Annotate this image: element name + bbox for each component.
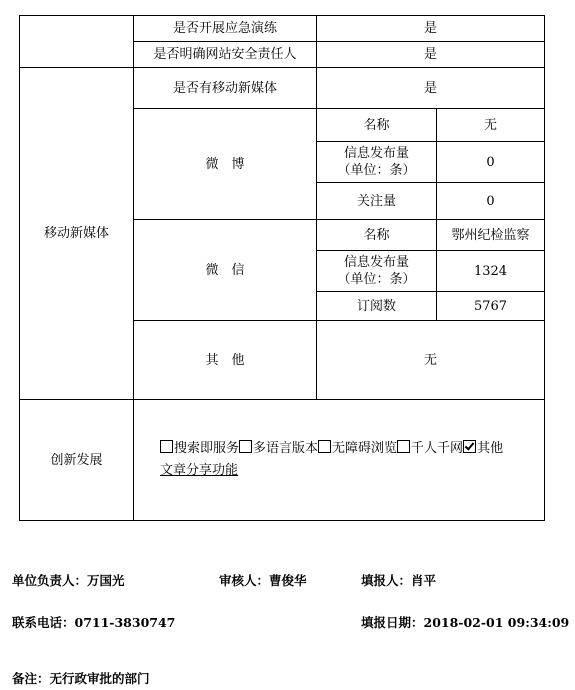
- responsible-label: 是否明确网站安全责任人: [134, 42, 317, 68]
- weibo-followers-label: 关注量: [317, 183, 437, 220]
- wechat-posts-label-line1: 信息发布量: [343, 255, 409, 270]
- wechat-posts-label: [317, 251, 437, 292]
- media-value: 是: [317, 68, 545, 109]
- drill-value: 是: [317, 16, 545, 42]
- wechat-label: 微 信: [134, 220, 317, 321]
- phone: 联系电话：0711-3830747: [12, 615, 176, 630]
- weibo-name-label: 名称: [317, 109, 437, 142]
- unit-head: 单位负责人：万国光: [12, 573, 125, 588]
- weibo-name-value: 无: [437, 109, 545, 142]
- other-value: 无: [317, 321, 545, 400]
- weibo-posts-value: 0: [437, 142, 545, 183]
- option-other[interactable]: [463, 441, 503, 456]
- checkbox-icon[interactable]: [160, 440, 173, 453]
- reviewer: 审核人：曹俊华: [219, 573, 307, 588]
- other-label: 其 他: [134, 321, 317, 400]
- weibo-posts-label: [317, 142, 437, 183]
- report-table: [19, 15, 545, 521]
- option-accessibility[interactable]: [318, 441, 397, 456]
- wechat-name-value: 鄂州纪检监察: [437, 220, 545, 251]
- blank-cell: [20, 16, 134, 68]
- weibo-posts-label-line1: 信息发布量: [343, 146, 409, 161]
- innovation-options: [134, 400, 545, 521]
- option-label: 多语言版本: [253, 441, 319, 456]
- weibo-posts-label-line2: （单位：条）: [337, 163, 416, 178]
- filler: 填报人：肖平: [361, 573, 437, 588]
- wechat-subs-value: 5767: [437, 292, 545, 321]
- wechat-posts-value: 1324: [437, 251, 545, 292]
- option-label: 搜索即服务: [174, 441, 240, 456]
- mobile-section-label: 移动新媒体: [20, 68, 134, 400]
- option-label: 无障碍浏览: [332, 441, 398, 456]
- innovation-label: 创新发展: [20, 400, 134, 521]
- media-label: 是否有移动新媒体: [134, 68, 317, 109]
- drill-label: 是否开展应急演练: [134, 16, 317, 42]
- note: 备注：无行政审批的部门: [12, 671, 150, 686]
- wechat-subs-label: 订阅数: [317, 292, 437, 321]
- innovation-other-text: 文章分享功能: [160, 463, 239, 478]
- checkbox-icon[interactable]: [239, 440, 252, 453]
- wechat-posts-label-line2: （单位：条）: [337, 272, 416, 287]
- checkbox-icon[interactable]: [318, 440, 331, 453]
- weibo-followers-value: 0: [437, 183, 545, 220]
- option-label: 其他: [477, 441, 504, 456]
- option-label: 千人千网: [411, 441, 464, 456]
- option-personalized[interactable]: [397, 441, 463, 456]
- checkbox-checked-icon[interactable]: [463, 440, 476, 453]
- option-multilingual[interactable]: [239, 441, 318, 456]
- responsible-value: 是: [317, 42, 545, 68]
- report-date: 填报日期：2018-02-01 09:34:09: [361, 615, 570, 630]
- wechat-name-label: 名称: [317, 220, 437, 251]
- weibo-label: 微 博: [134, 109, 317, 220]
- option-search-service[interactable]: [160, 441, 239, 456]
- checkbox-icon[interactable]: [397, 440, 410, 453]
